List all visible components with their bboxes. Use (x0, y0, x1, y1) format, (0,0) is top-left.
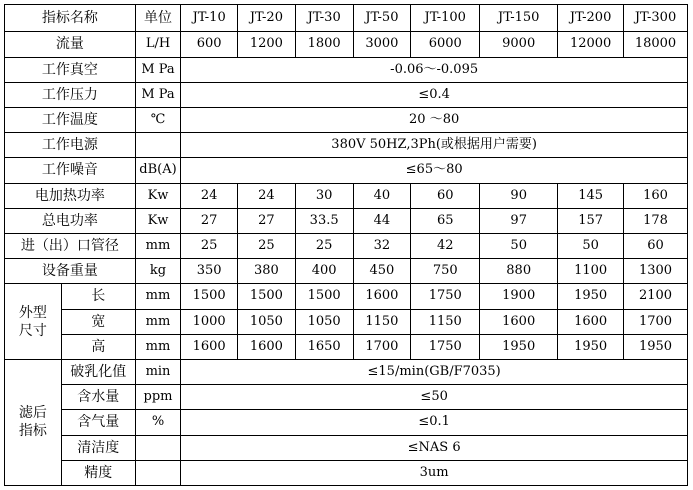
row-name-cell: 工作电源 (5, 133, 136, 158)
model-header-cell: JT-30 (295, 5, 353, 32)
row-unit-cell: min (135, 359, 181, 384)
value-cell: 1950 (558, 334, 624, 359)
filter-row (5, 460, 688, 485)
value-cell: 750 (411, 259, 480, 284)
row-name-cell: 总电功率 (5, 208, 136, 233)
header-name-cell: 指标名称 (5, 5, 136, 32)
value-cell: 1700 (624, 309, 688, 334)
model-header-cell: JT-300 (624, 5, 688, 32)
row-name-cell: 宽 (61, 309, 135, 334)
row-name-cell: 电加热功率 (5, 183, 136, 208)
model-header-cell: JT-150 (480, 5, 558, 32)
value-cell: 1950 (480, 334, 558, 359)
row-name-cell: 进（出）口管径 (5, 233, 136, 258)
value-cell: 3000 (353, 32, 411, 57)
value-cell: 9000 (480, 32, 558, 57)
value-cell: 30 (295, 183, 353, 208)
value-cell: 32 (353, 233, 411, 258)
row-name-cell: 工作压力 (5, 82, 136, 107)
value-cell: 24 (181, 183, 238, 208)
row-span-value: ≤0.1 (181, 410, 688, 435)
header-unit-cell: 单位 (135, 5, 181, 32)
value-cell: 1900 (480, 284, 558, 309)
row-name-cell: 设备重量 (5, 259, 136, 284)
dimension-row (5, 284, 688, 309)
row-span-value: ≤15/min(GB/F7035) (181, 359, 688, 384)
value-cell: 1950 (558, 284, 624, 309)
row-name-cell: 清洁度 (61, 435, 135, 460)
row-span-value: ≤50 (181, 385, 688, 410)
value-cell: 12000 (558, 32, 624, 57)
value-cell: 1050 (238, 309, 296, 334)
value-cell: 1600 (558, 309, 624, 334)
filter-row (5, 385, 688, 410)
row-unit-cell: M Pa (135, 82, 181, 107)
value-cell: 60 (624, 233, 688, 258)
row-span-value: 20 ～80 (181, 107, 688, 132)
value-cell: 2100 (624, 284, 688, 309)
value-cell: 178 (624, 208, 688, 233)
value-cell: 1300 (624, 259, 688, 284)
value-cell: 1700 (353, 334, 411, 359)
value-cell: 880 (480, 259, 558, 284)
value-cell: 157 (558, 208, 624, 233)
spec-row (5, 259, 688, 284)
value-cell: 60 (411, 183, 480, 208)
dimension-row (5, 334, 688, 359)
filter-group-label: 滤后 指标 (5, 359, 62, 485)
value-cell: 380 (238, 259, 296, 284)
row-span-value: 3um (181, 460, 688, 485)
row-name-cell: 破乳化值 (61, 359, 135, 384)
value-cell: 145 (558, 183, 624, 208)
model-header-cell: JT-50 (353, 5, 411, 32)
value-cell: 40 (353, 183, 411, 208)
filter-row (5, 359, 688, 384)
row-unit-cell (135, 435, 181, 460)
spec-row (5, 133, 688, 158)
row-unit-cell: ℃ (135, 107, 181, 132)
row-name-cell: 精度 (61, 460, 135, 485)
value-cell: 160 (624, 183, 688, 208)
row-span-value: -0.06～-0.095 (181, 57, 688, 82)
value-cell: 1050 (295, 309, 353, 334)
value-cell: 50 (558, 233, 624, 258)
value-cell: 1000 (181, 309, 238, 334)
row-unit-cell (135, 460, 181, 485)
value-cell: 1600 (238, 334, 296, 359)
row-unit-cell: mm (135, 233, 181, 258)
value-cell: 25 (295, 233, 353, 258)
row-name-cell: 工作温度 (5, 107, 136, 132)
spec-row (5, 57, 688, 82)
value-cell: 1950 (624, 334, 688, 359)
value-cell: 65 (411, 208, 480, 233)
value-cell: 600 (181, 32, 238, 57)
spec-row (5, 107, 688, 132)
value-cell: 1650 (295, 334, 353, 359)
value-cell: 25 (238, 233, 296, 258)
value-cell: 450 (353, 259, 411, 284)
value-cell: 44 (353, 208, 411, 233)
value-cell: 1200 (238, 32, 296, 57)
row-name-cell: 高 (61, 334, 135, 359)
filter-row (5, 410, 688, 435)
value-cell: 97 (480, 208, 558, 233)
value-cell: 42 (411, 233, 480, 258)
value-cell: 1150 (411, 309, 480, 334)
value-cell: 1500 (181, 284, 238, 309)
row-name-cell: 流量 (5, 32, 136, 57)
value-cell: 1600 (181, 334, 238, 359)
value-cell: 90 (480, 183, 558, 208)
row-name-cell: 长 (61, 284, 135, 309)
row-unit-cell: Kw (135, 183, 181, 208)
row-unit-cell: mm (135, 309, 181, 334)
value-cell: 1500 (295, 284, 353, 309)
row-name-cell: 工作噪音 (5, 158, 136, 183)
value-cell: 1150 (353, 309, 411, 334)
spec-row (5, 32, 688, 57)
value-cell: 400 (295, 259, 353, 284)
row-unit-cell: ppm (135, 385, 181, 410)
model-header-cell: JT-200 (558, 5, 624, 32)
row-unit-cell: dB(A) (135, 158, 181, 183)
row-unit-cell: % (135, 410, 181, 435)
row-unit-cell: mm (135, 284, 181, 309)
value-cell: 25 (181, 233, 238, 258)
value-cell: 24 (238, 183, 296, 208)
dimension-row (5, 309, 688, 334)
spec-row (5, 233, 688, 258)
model-header-cell: JT-10 (181, 5, 238, 32)
row-unit-cell (135, 133, 181, 158)
value-cell: 27 (181, 208, 238, 233)
value-cell: 50 (480, 233, 558, 258)
row-unit-cell: Kw (135, 208, 181, 233)
filter-row (5, 435, 688, 460)
value-cell: 27 (238, 208, 296, 233)
row-span-value: ≤65～80 (181, 158, 688, 183)
row-unit-cell: kg (135, 259, 181, 284)
value-cell: 1600 (353, 284, 411, 309)
spec-table (4, 4, 688, 486)
header-row (5, 5, 688, 32)
row-name-cell: 含气量 (61, 410, 135, 435)
dimension-group-label: 外型 尺寸 (5, 284, 62, 360)
row-name-cell: 含水量 (61, 385, 135, 410)
row-name-cell: 工作真空 (5, 57, 136, 82)
spec-row (5, 183, 688, 208)
value-cell: 6000 (411, 32, 480, 57)
value-cell: 350 (181, 259, 238, 284)
model-header-cell: JT-20 (238, 5, 296, 32)
value-cell: 1600 (480, 309, 558, 334)
spec-row (5, 208, 688, 233)
value-cell: 1100 (558, 259, 624, 284)
row-unit-cell: mm (135, 334, 181, 359)
value-cell: 1800 (295, 32, 353, 57)
value-cell: 1750 (411, 284, 480, 309)
row-unit-cell: L/H (135, 32, 181, 57)
value-cell: 1750 (411, 334, 480, 359)
spec-row (5, 82, 688, 107)
value-cell: 18000 (624, 32, 688, 57)
spec-row (5, 158, 688, 183)
model-header-cell: JT-100 (411, 5, 480, 32)
row-unit-cell: M Pa (135, 57, 181, 82)
row-span-value: ≤NAS 6 (181, 435, 688, 460)
row-span-value: 380V 50HZ,3Ph(或根据用户需要) (181, 133, 688, 158)
row-span-value: ≤0.4 (181, 82, 688, 107)
value-cell: 33.5 (295, 208, 353, 233)
value-cell: 1500 (238, 284, 296, 309)
